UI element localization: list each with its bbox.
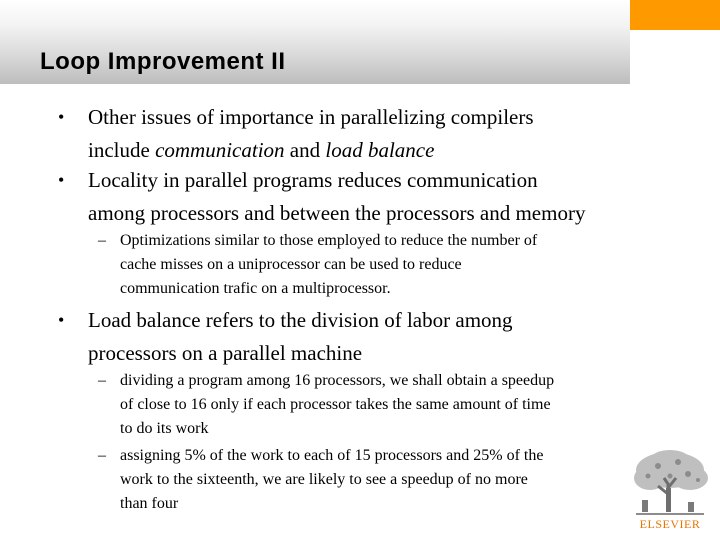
bullet-mark: • [58,170,65,190]
bullet-mark: • [58,107,65,127]
sub-line: communication trafic on a multiprocessor. [120,280,391,297]
tree-icon [628,448,712,518]
dash-mark: – [98,372,106,389]
bullet-line: Other issues of importance in parallelizing compilers [88,105,534,129]
emphasis-communication: communication [155,138,285,162]
bullet-communication [58,101,534,167]
accent-block [630,0,720,30]
sub-line: work to the sixteenth, we are likely to see a speedup of no more [120,471,528,488]
bullet-locality [58,164,586,230]
sub-line: assigning 5% of the work to each of 15 processors and 25% of the [120,447,544,464]
sub-line: to do its work [120,420,209,437]
bullet-line: processors on a parallel machine [88,341,363,365]
sub-line: dividing a program among 16 processors, we shall obtain a speedup [120,372,555,389]
dash-mark: – [98,232,106,249]
bullet-line: include communication and load balance [88,138,435,162]
elsevier-wordmark: ELSEVIER [639,517,701,531]
bullet-line: Locality in parallel programs reduces communication [88,168,538,192]
slide-title: Loop Improvement II [40,48,286,75]
sub-line: than four [120,495,179,512]
bullet-line: among processors and between the processors and memory [88,201,586,225]
bullet-load-balance [58,304,513,370]
dash-mark: – [98,447,106,464]
sub-bullet-optimizations [98,229,538,301]
elsevier-logo [628,448,712,534]
sub-line: cache misses on a uniprocessor can be used to reduce [120,256,462,273]
sub-line: Optimizations similar to those employed to reduce the number of [120,232,538,249]
sub-bullet-assigning [98,444,544,516]
bullet-mark: • [58,310,65,330]
sub-line: of close to 16 only if each processor takes the same amount of time [120,396,551,413]
emphasis-load-balance: load balance [325,138,435,162]
bullet-line: Load balance refers to the division of labor among [88,308,513,332]
sub-bullet-dividing [98,369,555,441]
